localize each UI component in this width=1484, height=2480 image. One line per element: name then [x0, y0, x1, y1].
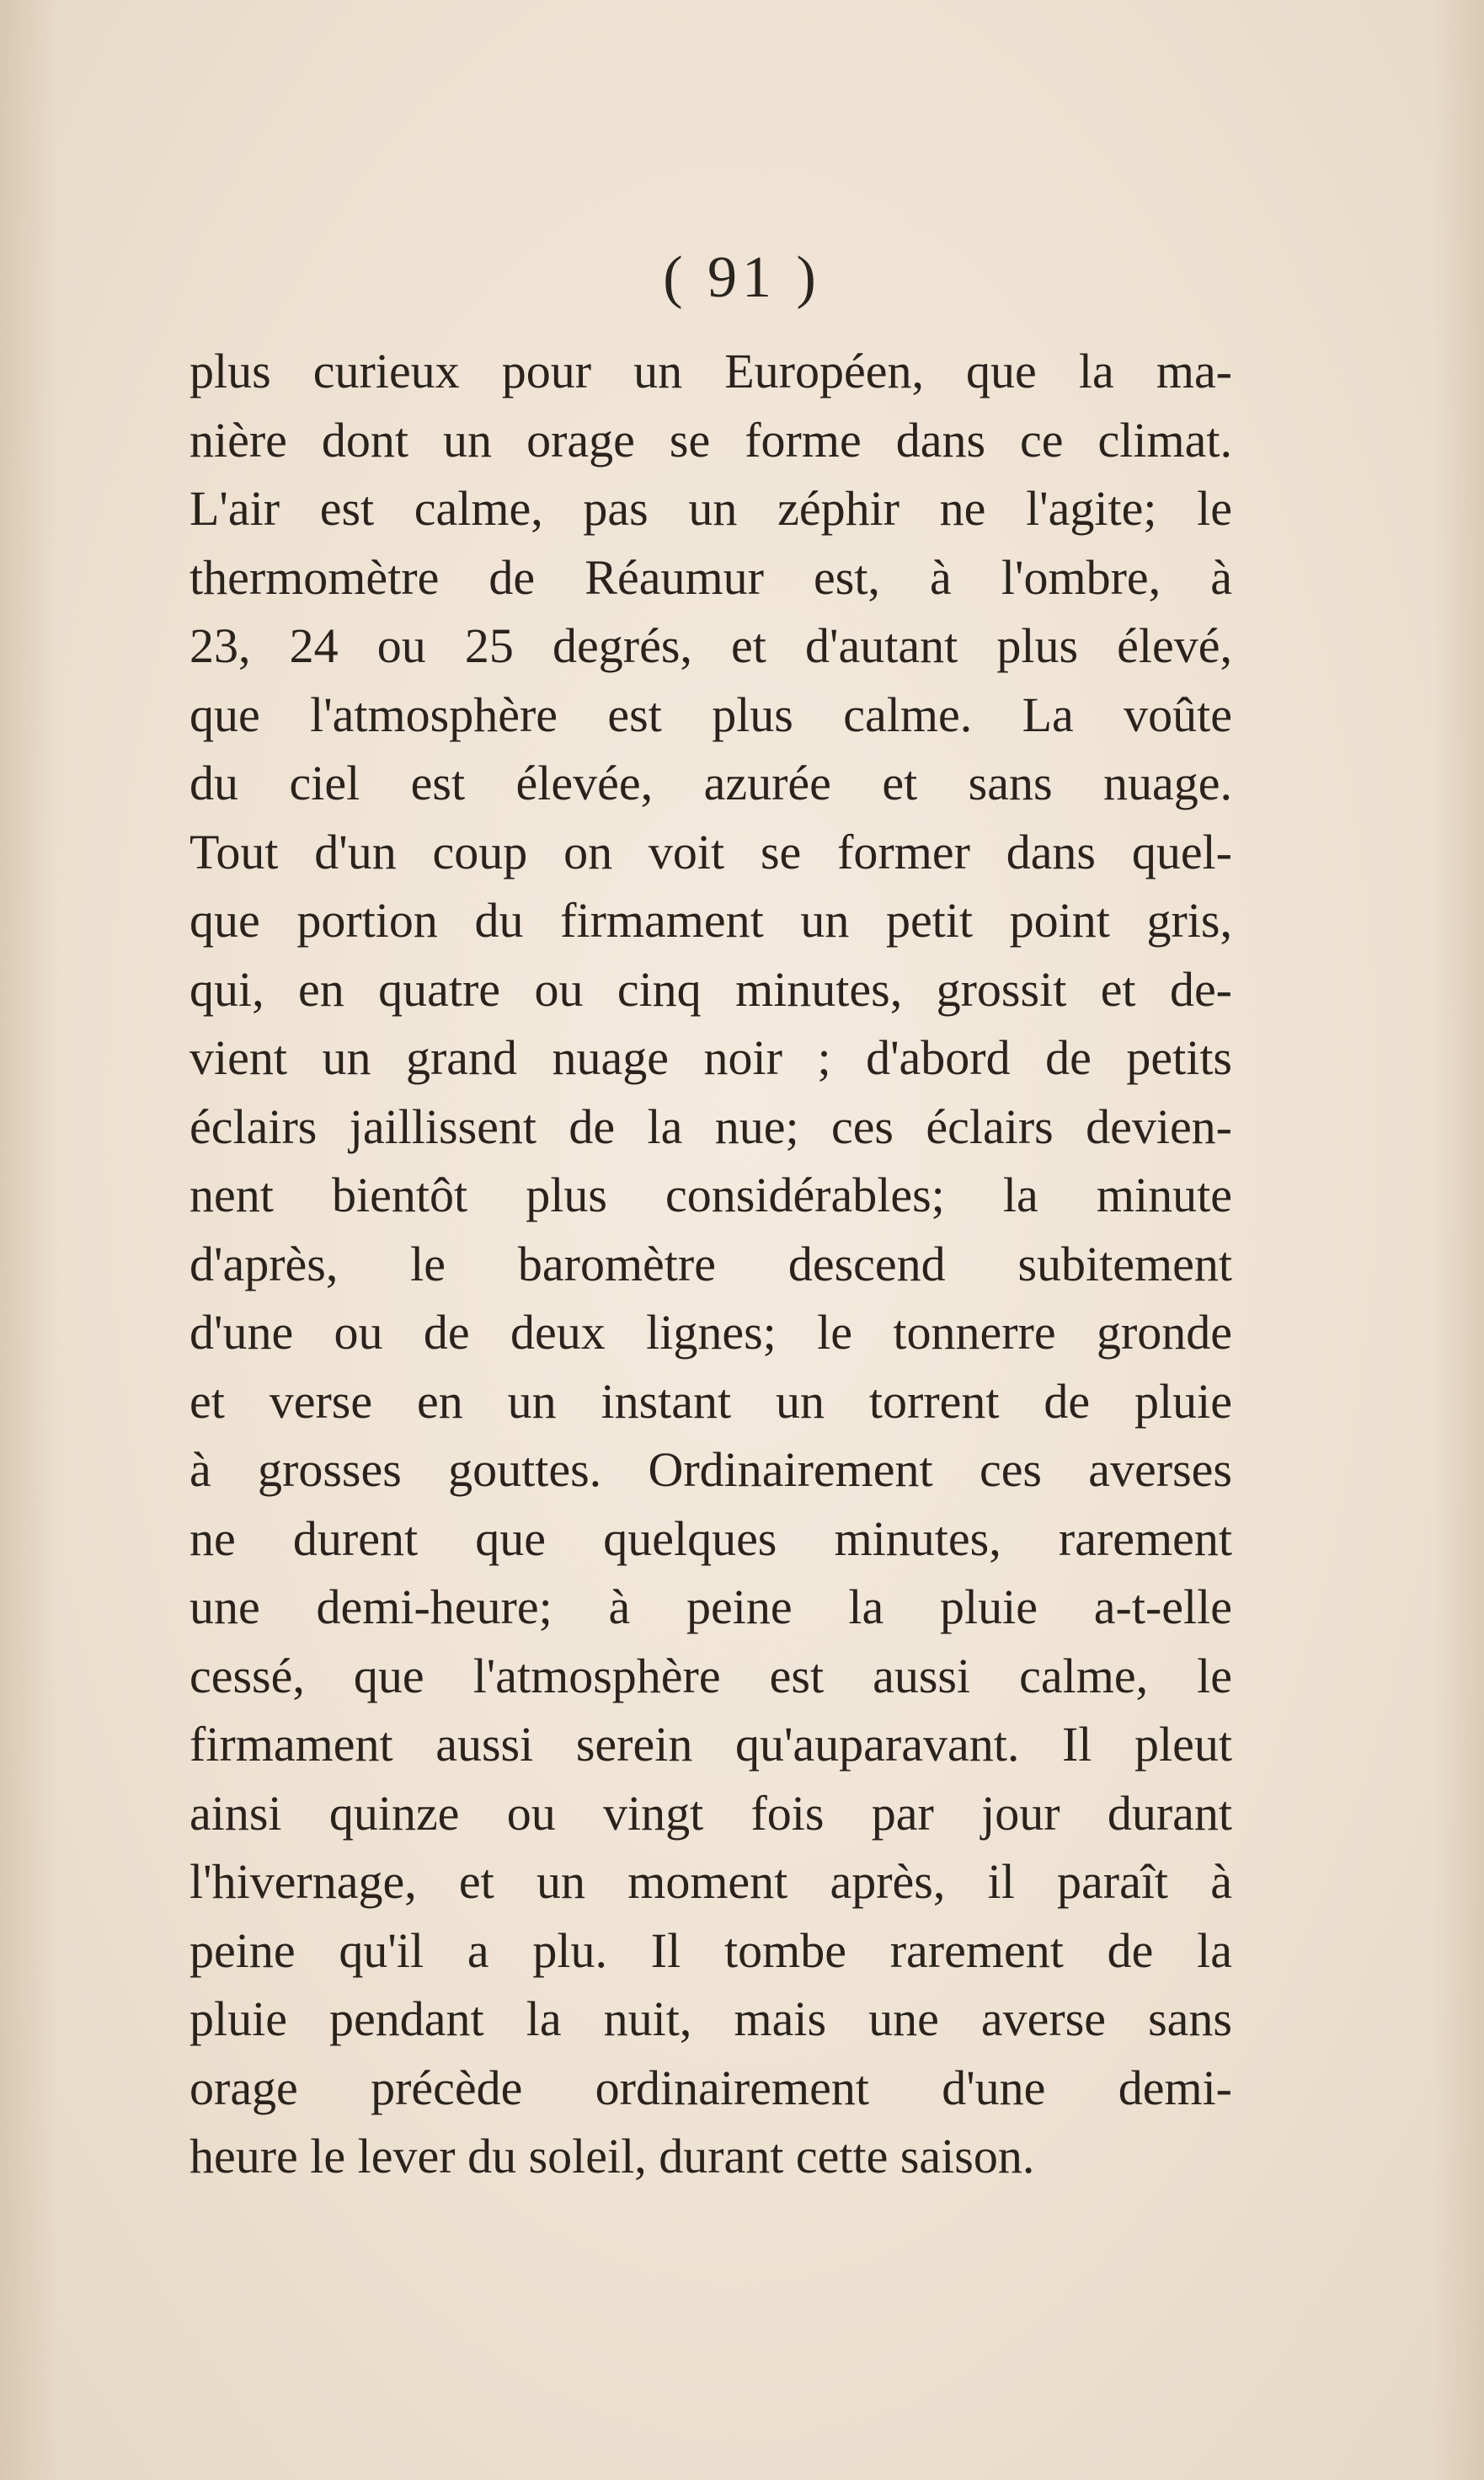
text-line: firmament aussi serein qu'auparavant. Il pleut	[190, 1717, 1232, 1772]
text-line: vient un grand nuage noir ; d'abord de petits	[190, 1030, 1232, 1085]
text-line: plus curieux pour un Européen, que la ma-	[190, 344, 1232, 398]
text-line: nent bientôt plus considérables; la minute	[190, 1168, 1232, 1222]
text-line: peine qu'il a plu. Il tombe rarement de la	[190, 1922, 1232, 1978]
page-edge-shadow-left	[0, 0, 59, 2480]
body-text	[190, 337, 1232, 2191]
text-line: nière dont un orage se forme dans ce climat.	[190, 412, 1232, 468]
text-line: L'air est calme, pas un zéphir ne l'agite; le	[190, 481, 1232, 536]
text-line: orage précède ordinairement d'une demi-	[190, 2060, 1232, 2115]
text-line: une demi-heure; à peine la pluie a-t-elle	[190, 1579, 1232, 1634]
text-line: à grosses gouttes. Ordinairement ces averses	[190, 1442, 1232, 1497]
text-line: l'hivernage, et un moment après, il paraît à	[190, 1854, 1232, 1909]
page-number: ( 91 )	[663, 245, 821, 310]
text-line: 23, 24 ou 25 degrés, et d'autant plus élevé,	[190, 618, 1232, 673]
text-line: Tout d'un coup on voit se former dans quel-	[190, 824, 1232, 879]
text-line: thermomètre de Réaumur est, à l'ombre, à	[190, 549, 1232, 605]
text-line: pluie pendant la nuit, mais une averse sans	[190, 1991, 1232, 2046]
text-line: ne durent que quelques minutes, rarement	[190, 1510, 1232, 1566]
text-line: que l'atmosphère est plus calme. La voûte	[190, 687, 1232, 742]
text-line: d'une ou de deux lignes; le tonnerre gronde	[190, 1305, 1232, 1360]
text-line: d'après, le baromètre descend subitement	[190, 1236, 1232, 1291]
text-line: que portion du firmament un petit point gris,	[190, 893, 1232, 948]
page-edge-shadow-right	[1433, 0, 1484, 2480]
text-line: cessé, que l'atmosphère est aussi calme, le	[190, 1648, 1232, 1703]
text-line: et verse en un instant un torrent de pluie	[190, 1373, 1232, 1429]
text-line: ainsi quinze ou vingt fois par jour durant	[190, 1785, 1232, 1841]
text-line: heure le lever du soleil, durant cette saison.	[190, 2129, 1035, 2183]
text-line: du ciel est élevée, azurée et sans nuage.	[190, 756, 1232, 810]
text-line: éclairs jaillissent de la nue; ces éclairs devien-	[190, 1098, 1232, 1154]
text-line: qui, en quatre ou cinq minutes, grossit et de-	[190, 961, 1232, 1017]
